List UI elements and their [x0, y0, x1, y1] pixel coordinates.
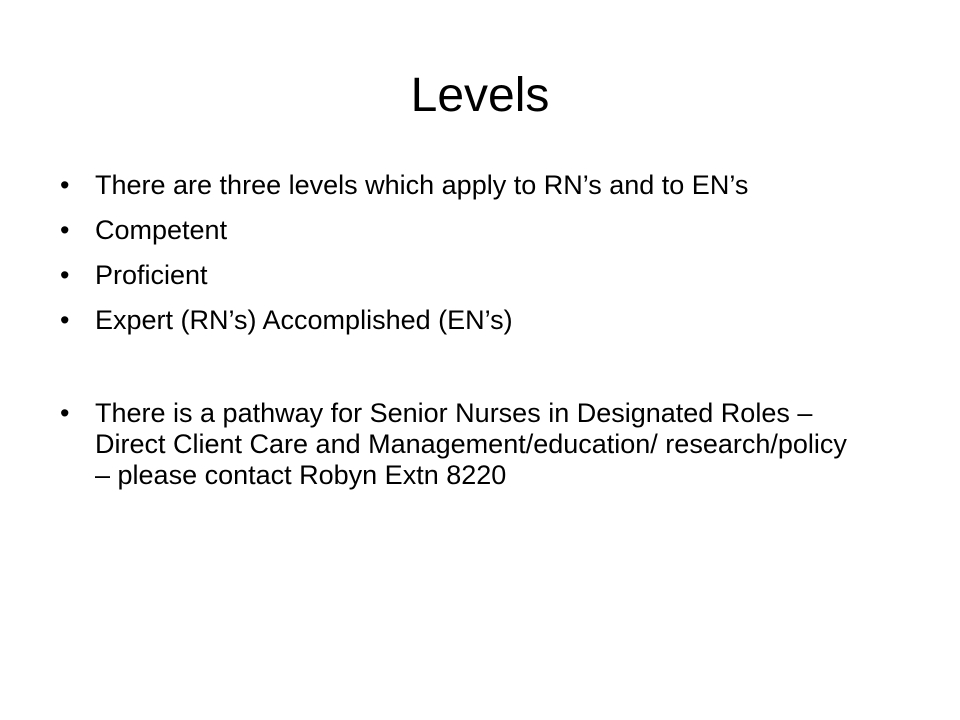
bullet-glyph: •	[60, 305, 70, 335]
bullet-text: Competent	[95, 215, 228, 245]
bullet-item	[60, 170, 850, 201]
bullet-glyph: •	[60, 170, 70, 200]
bullet-glyph: •	[60, 260, 70, 290]
bullet-item	[60, 305, 850, 336]
bullet-item	[60, 260, 850, 291]
bullet-spacer	[60, 350, 850, 398]
bullet-list	[60, 170, 850, 505]
bullet-text: There are three levels which apply to RN’s and to EN’s	[95, 170, 749, 200]
bullet-text: Proficient	[95, 260, 208, 290]
bullet-text: Expert (RN’s) Accomplished (EN’s)	[95, 305, 513, 335]
bullet-item	[60, 398, 850, 491]
bullet-item	[60, 215, 850, 246]
bullet-text: There is a pathway for Senior Nurses in Designated Roles – Direct Client Care and Management/education/ research/policy – please contact Robyn Extn 8220	[95, 398, 847, 490]
slide-title: Levels	[410, 69, 550, 122]
bullet-glyph: •	[60, 398, 70, 428]
bullet-glyph: •	[60, 215, 70, 245]
